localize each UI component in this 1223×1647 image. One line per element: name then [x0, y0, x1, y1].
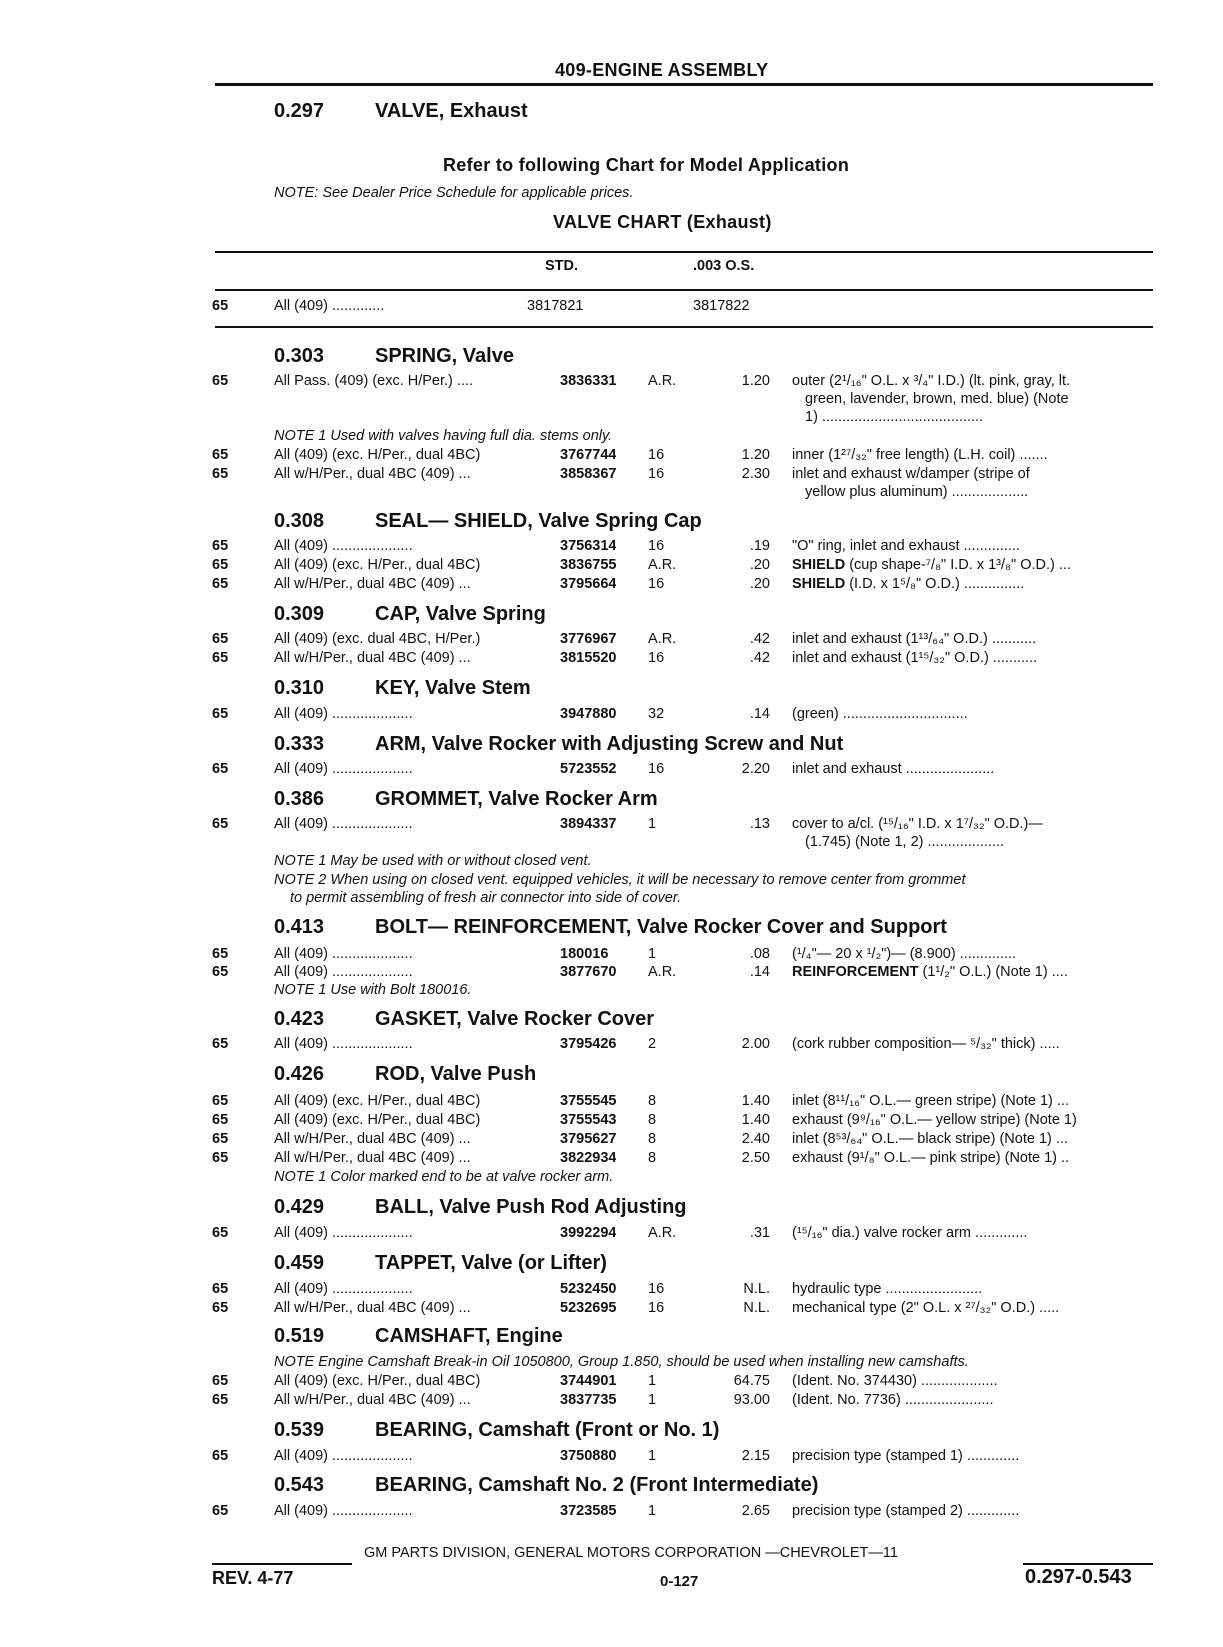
- quantity: 16: [648, 761, 665, 777]
- description-continued: 1) ........................................: [805, 409, 984, 425]
- quantity: 1: [648, 1373, 657, 1389]
- quantity: 1: [648, 1448, 657, 1464]
- description-text: (green) ...............................: [792, 706, 968, 722]
- part-row: [0, 705, 1223, 723]
- valve-chart-title: VALVE CHART (Exhaust): [553, 212, 772, 232]
- description: [792, 1130, 1155, 1148]
- header-rule: [215, 83, 1153, 86]
- part-row: [0, 575, 1223, 593]
- description: [792, 465, 1155, 483]
- description-text: exhaust (9¹/₈" O.L.— pink stripe) (Note 1) ..: [792, 1150, 1070, 1166]
- os-part: 3817822: [693, 298, 750, 314]
- model-year: 65: [212, 447, 229, 463]
- price: 1.20: [741, 373, 770, 389]
- price: 1.40: [741, 1093, 770, 1109]
- price: 2.40: [741, 1131, 770, 1147]
- quantity: 16: [648, 1281, 665, 1297]
- description-emphasis: SHIELD: [792, 576, 846, 592]
- description-text: inlet (8¹¹/₁₆" O.L.— green stripe) (Note 1) ...: [792, 1093, 1069, 1109]
- section-name: BOLT— REINFORCEMENT, Valve Rocker Cover and Support: [375, 916, 947, 938]
- price: 1.40: [741, 1112, 770, 1128]
- section-name: SEAL— SHIELD, Valve Spring Cap: [375, 510, 702, 532]
- description-text: inlet (8⁵³/₆₄" O.L.— black stripe) (Note 1) ...: [792, 1131, 1068, 1147]
- application: All (409) ....................: [274, 1503, 413, 1519]
- description-text: outer (2¹/₁₆" O.L. x ³/₄" I.D.) (lt. pink, gray, lt.: [792, 373, 1071, 389]
- model-year: 65: [212, 373, 229, 389]
- part-row: [0, 1372, 1223, 1390]
- part-row: [0, 1035, 1223, 1053]
- description-continued: (1.745) (Note 1, 2) ...................: [805, 834, 1005, 850]
- price: .20: [749, 576, 770, 592]
- section-note: NOTE Engine Camshaft Break-in Oil 1050800, Group 1.850, should be used when installing new camshafts.: [274, 1354, 969, 1370]
- part-number: 3750880: [560, 1448, 617, 1464]
- part-number: 3822934: [560, 1150, 617, 1166]
- description: [792, 446, 1155, 464]
- model-year: 65: [212, 761, 229, 777]
- quantity: 8: [648, 1150, 657, 1166]
- application: All (409) ....................: [274, 1036, 413, 1052]
- part-row: [0, 1502, 1223, 1520]
- description-continued: yellow plus aluminum) ...................: [805, 484, 1029, 500]
- part-number: 3776967: [560, 631, 617, 647]
- description: [792, 760, 1155, 778]
- quantity: 8: [648, 1131, 657, 1147]
- description-text: cover to a/cl. (¹⁵/₁₆" I.D. x 1⁷/₃₂" O.D.)—: [792, 816, 1043, 832]
- price: 64.75: [733, 1373, 770, 1389]
- description: [792, 1280, 1155, 1298]
- page-number: 0-127: [660, 1573, 699, 1590]
- section-note: NOTE 1 Color marked end to be at valve rocker arm.: [274, 1169, 614, 1185]
- description: [792, 575, 1155, 593]
- price-note: NOTE: See Dealer Price Schedule for applicable prices.: [274, 185, 634, 201]
- description: [792, 1111, 1155, 1129]
- part-number: 3795627: [560, 1131, 617, 1147]
- section-number: 0.303: [274, 345, 325, 367]
- price: .42: [749, 650, 770, 666]
- part-number: 3767744: [560, 447, 617, 463]
- description-text: precision type (stamped 2) .............: [792, 1503, 1020, 1519]
- description-text: (¹/₄"— 20 x ¹/₂")— (8.900) ..............: [792, 946, 1017, 962]
- description: [792, 1149, 1155, 1167]
- description-text: (cork rubber composition— ⁵/₃₂" thick) .....: [792, 1036, 1060, 1052]
- model-year: 65: [212, 964, 229, 980]
- price: .31: [749, 1225, 770, 1241]
- price: 1.20: [741, 447, 770, 463]
- section-name: BEARING, Camshaft (Front or No. 1): [375, 1419, 720, 1441]
- application: All w/H/Per., dual 4BC (409) ...: [274, 650, 471, 666]
- section-note: NOTE 1 May be used with or without closed vent.: [274, 853, 592, 869]
- model-year: 65: [212, 1150, 229, 1166]
- quantity: 8: [648, 1093, 657, 1109]
- part-row: [0, 1391, 1223, 1409]
- quantity: A.R.: [648, 1225, 677, 1241]
- part-number: 180016: [560, 946, 609, 962]
- price: 2.65: [741, 1503, 770, 1519]
- revision-label: REV. 4-77: [212, 1568, 294, 1588]
- part-number: 3744901: [560, 1373, 617, 1389]
- model-year: 65: [212, 650, 229, 666]
- description-text: (Ident. No. 7736) ......................: [792, 1392, 994, 1408]
- application: All (409) ....................: [274, 816, 413, 832]
- model-year: 65: [212, 816, 229, 832]
- part-number: 3795664: [560, 576, 617, 592]
- part-row: [0, 945, 1223, 963]
- application: All (409) (exc. H/Per., dual 4BC): [274, 1373, 481, 1389]
- description-text: mechanical type (2" O.L. x ²⁷/₃₂" O.D.) .....: [792, 1300, 1060, 1316]
- model-year: 65: [212, 1392, 229, 1408]
- description: [792, 963, 1155, 981]
- price: .14: [749, 706, 770, 722]
- quantity: 2: [648, 1036, 657, 1052]
- chart-rule-mid: [215, 289, 1153, 291]
- application: All (409) ....................: [274, 1281, 413, 1297]
- part-number: 3858367: [560, 466, 617, 482]
- application: All (409) (exc. H/Per., dual 4BC): [274, 1112, 481, 1128]
- application: All (409) ....................: [274, 761, 413, 777]
- part-row: [0, 1224, 1223, 1242]
- description: [792, 630, 1155, 648]
- section-number: 0.333: [274, 733, 325, 755]
- model-year: 65: [212, 1373, 229, 1389]
- application: All (409) (exc. dual 4BC, H/Per.): [274, 631, 481, 647]
- part-row: [0, 630, 1223, 648]
- part-row: [0, 465, 1223, 483]
- part-row: [0, 537, 1223, 555]
- description: [792, 1299, 1155, 1317]
- chart-rule-bottom: [215, 326, 1153, 328]
- price: 2.15: [741, 1448, 770, 1464]
- part-row: [0, 815, 1223, 833]
- application: All (409) ....................: [274, 538, 413, 554]
- description-text: (¹⁵/₁₆" dia.) valve rocker arm .............: [792, 1225, 1028, 1241]
- price: .19: [749, 538, 770, 554]
- part-number: 3756314: [560, 538, 617, 554]
- footer-rule-left: [212, 1563, 352, 1565]
- quantity: 1: [648, 1392, 657, 1408]
- description: [792, 649, 1155, 667]
- description-text: inlet and exhaust ......................: [792, 761, 995, 777]
- description-text: (Ident. No. 374430) ...................: [792, 1373, 998, 1389]
- section-number: 0.539: [274, 1419, 325, 1441]
- description: [792, 1447, 1155, 1465]
- part-row: [0, 1130, 1223, 1148]
- application: All w/H/Per., dual 4BC (409) ...: [274, 466, 471, 482]
- part-number: 3947880: [560, 706, 617, 722]
- description: [792, 1035, 1155, 1053]
- section-note: NOTE 1 Used with valves having full dia. stems only.: [274, 428, 613, 444]
- model-year: 65: [212, 946, 229, 962]
- application: All (409) (exc. H/Per., dual 4BC): [274, 557, 481, 573]
- section-number: 0.459: [274, 1252, 325, 1274]
- part-row: [0, 1111, 1223, 1129]
- part-number: 3836755: [560, 557, 617, 573]
- section-number: 0.386: [274, 788, 325, 810]
- part-number: 3755543: [560, 1112, 617, 1128]
- quantity: 16: [648, 650, 665, 666]
- part-row: [0, 1447, 1223, 1465]
- model-year: 65: [212, 1300, 229, 1316]
- description: [792, 537, 1155, 555]
- part-number: 3836331: [560, 373, 617, 389]
- part-number: 3755545: [560, 1093, 617, 1109]
- description: [792, 1224, 1155, 1242]
- quantity: 1: [648, 946, 657, 962]
- application: All (409) (exc. H/Per., dual 4BC): [274, 447, 481, 463]
- part-number: 3723585: [560, 1503, 617, 1519]
- description-emphasis: REINFORCEMENT: [792, 964, 919, 980]
- quantity: 16: [648, 538, 665, 554]
- model-year: 65: [212, 557, 229, 573]
- part-row: [0, 1280, 1223, 1298]
- application: All (409) ....................: [274, 964, 413, 980]
- part-number: 3877670: [560, 964, 617, 980]
- part-number: 5232450: [560, 1281, 617, 1297]
- description: [792, 1391, 1155, 1409]
- part-row: [0, 1149, 1223, 1167]
- section-number: 0.413: [274, 916, 325, 938]
- application: All w/H/Per., dual 4BC (409) ...: [274, 576, 471, 592]
- quantity: A.R.: [648, 557, 677, 573]
- description: [792, 1372, 1155, 1390]
- description: [792, 1502, 1155, 1520]
- price: .14: [749, 964, 770, 980]
- part-row: [0, 1299, 1223, 1317]
- section-number: 0.519: [274, 1325, 325, 1347]
- section-name: CAP, Valve Spring: [375, 603, 546, 625]
- section-note: NOTE 1 Use with Bolt 180016.: [274, 982, 472, 998]
- application: All w/H/Per., dual 4BC (409) ...: [274, 1300, 471, 1316]
- section-name: GROMMET, Valve Rocker Arm: [375, 788, 658, 810]
- footer-publisher: GM PARTS DIVISION, GENERAL MOTORS CORPORATION —CHEVROLET—11: [364, 1545, 898, 1561]
- price: .42: [749, 631, 770, 647]
- description-text: exhaust (9⁹/₁₆" O.L.— yellow stripe) (Note 1): [792, 1112, 1077, 1128]
- section-number: 0.426: [274, 1063, 325, 1085]
- application: All w/H/Per., dual 4BC (409) ...: [274, 1150, 471, 1166]
- part-row: [0, 963, 1223, 981]
- section-note: to permit assembling of fresh air connector into side of cover.: [290, 890, 682, 906]
- section-name: SPRING, Valve: [375, 345, 514, 367]
- price: 93.00: [733, 1392, 770, 1408]
- section-name: BALL, Valve Push Rod Adjusting: [375, 1196, 687, 1218]
- part-row: [0, 446, 1223, 464]
- section-name: GASKET, Valve Rocker Cover: [375, 1008, 655, 1030]
- description-text: inner (1²⁷/₃₂" free length) (L.H. coil) .......: [792, 447, 1048, 463]
- application: All (409) ....................: [274, 1225, 413, 1241]
- part-row: [0, 1092, 1223, 1110]
- part-number: 3815520: [560, 650, 617, 666]
- description-emphasis: SHIELD: [792, 557, 846, 573]
- model-year: 65: [212, 1131, 229, 1147]
- price: 2.00: [741, 1036, 770, 1052]
- description-continued: green, lavender, brown, med. blue) (Note: [805, 391, 1069, 407]
- quantity: A.R.: [648, 631, 677, 647]
- model-year: 65: [212, 1503, 229, 1519]
- application: All w/H/Per., dual 4BC (409) ...: [274, 1131, 471, 1147]
- description-text: precision type (stamped 1) .............: [792, 1448, 1020, 1464]
- price: 2.20: [741, 761, 770, 777]
- description-text: (cup shape-⁷/₈" I.D. x 1³/₈" O.D.) ...: [845, 557, 1071, 573]
- col-header-os: .003 O.S.: [693, 258, 755, 274]
- page-title: 409-ENGINE ASSEMBLY: [555, 60, 769, 80]
- application: All (409) .............: [274, 298, 385, 314]
- quantity: 16: [648, 447, 665, 463]
- part-number: 3795426: [560, 1036, 617, 1052]
- lead-section-number: 0.297: [274, 100, 325, 122]
- part-row: [0, 649, 1223, 667]
- quantity: 1: [648, 816, 657, 832]
- chart-reference: Refer to following Chart for Model Application: [443, 155, 850, 175]
- description: [792, 815, 1155, 833]
- application: All (409) ....................: [274, 946, 413, 962]
- section-name: TAPPET, Valve (or Lifter): [375, 1252, 607, 1274]
- std-part: 3817821: [527, 298, 584, 314]
- section-name: BEARING, Camshaft No. 2 (Front Intermediate): [375, 1474, 819, 1496]
- description-text: inlet and exhaust (1¹³/₆₄" O.D.) ...........: [792, 631, 1037, 647]
- model-year: 65: [212, 1093, 229, 1109]
- part-number: 3894337: [560, 816, 617, 832]
- application: All w/H/Per., dual 4BC (409) ...: [274, 1392, 471, 1408]
- price: .20: [749, 557, 770, 573]
- price: N.L.: [743, 1300, 770, 1316]
- model-year: 65: [212, 1036, 229, 1052]
- description-text: (1¹/₂" O.L.) (Note 1) ....: [918, 964, 1068, 980]
- section-name: CAMSHAFT, Engine: [375, 1325, 563, 1347]
- quantity: 1: [648, 1503, 657, 1519]
- quantity: A.R.: [648, 964, 677, 980]
- application: All (409) ....................: [274, 706, 413, 722]
- model-year: 65: [212, 1448, 229, 1464]
- price: 2.30: [741, 466, 770, 482]
- price: N.L.: [743, 1281, 770, 1297]
- description: [792, 705, 1155, 723]
- application: All (409) (exc. H/Per., dual 4BC): [274, 1093, 481, 1109]
- section-number: 0.310: [274, 677, 325, 699]
- valve-chart-row: [0, 297, 1223, 315]
- price: 2.50: [741, 1150, 770, 1166]
- lead-section-name: VALVE, Exhaust: [375, 100, 528, 122]
- col-header-std: STD.: [545, 258, 579, 274]
- description: [792, 1092, 1155, 1110]
- description-text: inlet and exhaust (1¹⁵/₃₂" O.D.) ...........: [792, 650, 1038, 666]
- application: All (409) ....................: [274, 1448, 413, 1464]
- part-number: 5232695: [560, 1300, 617, 1316]
- model-year: 65: [212, 576, 229, 592]
- model-year: 65: [212, 1281, 229, 1297]
- application: All Pass. (409) (exc. H/Per.) ....: [274, 373, 474, 389]
- quantity: 16: [648, 1300, 665, 1316]
- model-year: 65: [212, 466, 229, 482]
- part-row: [0, 760, 1223, 778]
- description-text: (I.D. x 1⁵/₈" O.D.) ...............: [845, 576, 1025, 592]
- section-name: ARM, Valve Rocker with Adjusting Screw and Nut: [375, 733, 844, 755]
- group-range: 0.297-0.543: [1025, 1566, 1132, 1588]
- price: .08: [749, 946, 770, 962]
- model-year: 65: [212, 706, 229, 722]
- quantity: 16: [648, 466, 665, 482]
- description: [792, 945, 1155, 963]
- model-year: 65: [212, 631, 229, 647]
- section-number: 0.543: [274, 1474, 325, 1496]
- chart-rule-top: [215, 251, 1153, 253]
- model-year: 65: [212, 538, 229, 554]
- section-number: 0.429: [274, 1196, 325, 1218]
- quantity: A.R.: [648, 373, 677, 389]
- section-number: 0.423: [274, 1008, 325, 1030]
- footer-rule-right: [1023, 1563, 1153, 1565]
- part-number: 3837735: [560, 1392, 617, 1408]
- description-text: inlet and exhaust w/damper (stripe of: [792, 466, 1030, 482]
- model-year: 65: [212, 1112, 229, 1128]
- part-row: [0, 372, 1223, 390]
- description: [792, 556, 1155, 574]
- quantity: 16: [648, 576, 665, 592]
- model-year: 65: [212, 1225, 229, 1241]
- year: 65: [212, 298, 229, 314]
- part-row: [0, 556, 1223, 574]
- quantity: 8: [648, 1112, 657, 1128]
- section-number: 0.309: [274, 603, 325, 625]
- part-number: 5723552: [560, 761, 617, 777]
- section-number: 0.308: [274, 510, 325, 532]
- section-name: KEY, Valve Stem: [375, 677, 531, 699]
- quantity: 32: [648, 706, 665, 722]
- section-name: ROD, Valve Push: [375, 1063, 537, 1085]
- price: .13: [749, 816, 770, 832]
- section-note: NOTE 2 When using on closed vent. equipped vehicles, it will be necessary to remove center from grommet: [274, 872, 966, 888]
- description-text: hydraulic type ........................: [792, 1281, 983, 1297]
- description: [792, 372, 1155, 390]
- description-text: "O" ring, inlet and exhaust ..............: [792, 538, 1020, 554]
- part-number: 3992294: [560, 1225, 617, 1241]
